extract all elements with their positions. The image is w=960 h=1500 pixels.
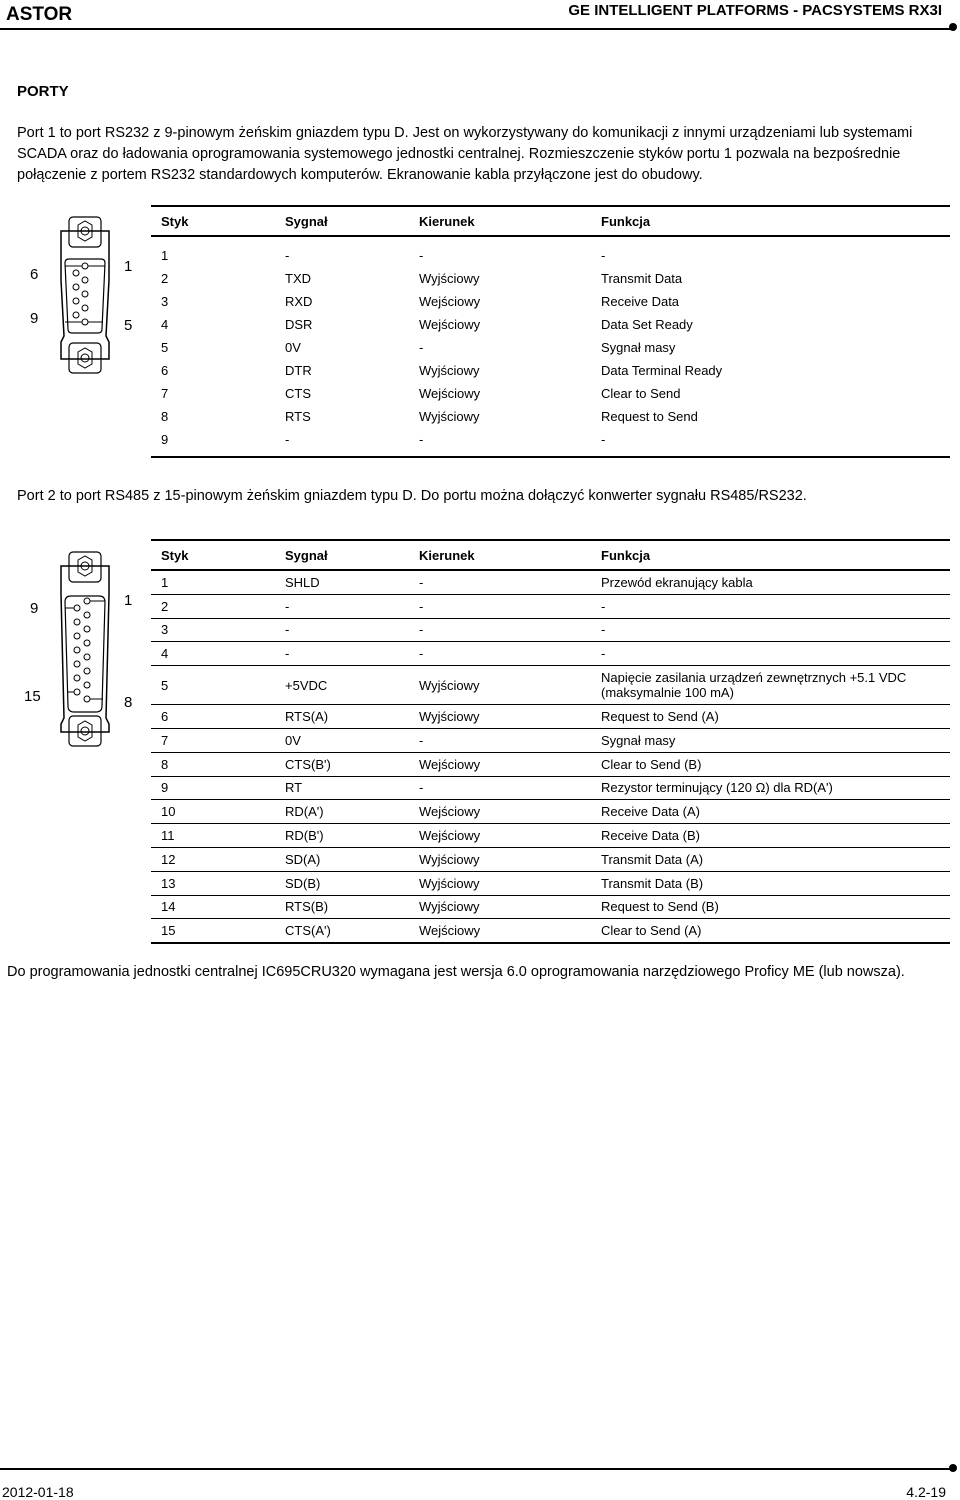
cell-function: Clear to Send (A) <box>601 923 702 939</box>
cell-direction: Wejściowy <box>419 804 481 820</box>
db9-label-9: 9 <box>30 310 39 327</box>
cell-pin: 2 <box>161 271 169 286</box>
column-header-signal: Sygnał <box>285 547 328 563</box>
table-row <box>151 666 950 705</box>
cell-pin: 7 <box>161 732 169 748</box>
cell-signal: SD(A) <box>285 851 321 867</box>
cell-direction: Wejściowy <box>419 317 481 332</box>
column-header-function: Funkcja <box>601 547 651 563</box>
rs232-pinout-table <box>151 205 950 458</box>
cell-function: - <box>601 646 606 662</box>
table-row <box>151 290 950 313</box>
db9-label-6: 6 <box>30 266 39 283</box>
table-row <box>151 428 950 457</box>
cell-function: Receive Data (A) <box>601 804 700 820</box>
table-row <box>151 752 950 776</box>
table-row <box>151 570 950 594</box>
cell-function-line2: (maksymalnie 100 mA) <box>601 685 734 701</box>
db15-label-8: 8 <box>124 694 133 711</box>
db15-label-9: 9 <box>30 600 39 617</box>
rs485-pinout-table <box>151 539 950 944</box>
cell-function: Data Set Ready <box>601 317 693 332</box>
cell-signal: - <box>285 432 290 447</box>
cell-signal: DSR <box>285 317 313 332</box>
table-row <box>151 871 950 895</box>
cell-pin: 8 <box>161 756 169 772</box>
document-title: GE INTELLIGENT PLATFORMS - PACSYSTEMS RX3I <box>568 2 942 19</box>
cell-pin: 7 <box>161 386 169 401</box>
cell-pin: 4 <box>161 317 169 332</box>
programming-note: Do programowania jednostki centralnej IC695CRU320 wymagana jest wersja 6.0 oprogramowania narzędziowego Proficy ME (lub nowsza). <box>7 964 905 980</box>
cell-direction: - <box>419 732 424 748</box>
cell-signal: 0V <box>285 340 301 355</box>
cell-signal: - <box>285 248 290 263</box>
cell-signal: - <box>285 598 290 614</box>
cell-pin: 6 <box>161 363 169 378</box>
cell-pin: 12 <box>161 851 176 867</box>
footer-date: 2012-01-18 <box>2 1484 74 1500</box>
cell-direction: Wyjściowy <box>419 709 480 725</box>
cell-pin: 1 <box>161 248 169 263</box>
column-header-signal: Sygnał <box>285 213 328 229</box>
section-title: PORTY <box>17 83 69 100</box>
table-row <box>151 594 950 618</box>
cell-direction: - <box>419 646 424 662</box>
port2-paragraph: Port 2 to port RS485 z 15-pinowym żeńskim gniazdem typu D. Do portu można dołączyć konwerter sygnału RS485/RS232. <box>17 488 807 504</box>
cell-signal: - <box>285 646 290 662</box>
footer-rule-dot <box>949 1464 957 1472</box>
cell-function: Clear to Send <box>601 386 681 401</box>
column-header-pin: Styk <box>161 213 189 229</box>
footer-rule <box>0 1468 951 1470</box>
table-row <box>151 776 950 800</box>
cell-direction: Wyjściowy <box>419 851 480 867</box>
table-row <box>151 382 950 405</box>
cell-function-line1: Napięcie zasilania urządzeń zewnętrznych +5.1 VDC <box>601 670 907 686</box>
table-row <box>151 919 950 943</box>
cell-pin: 13 <box>161 875 176 891</box>
cell-function <box>601 666 950 705</box>
table-row <box>151 642 950 666</box>
table-row <box>151 800 950 824</box>
cell-pin: 4 <box>161 646 169 662</box>
cell-pin: 6 <box>161 709 169 725</box>
column-header-direction: Kierunek <box>419 547 475 563</box>
cell-pin: 3 <box>161 622 169 638</box>
cell-direction: Wyjściowy <box>419 363 480 378</box>
cell-direction: - <box>419 574 424 590</box>
cell-function: Receive Data <box>601 294 680 309</box>
cell-function: Transmit Data (B) <box>601 875 704 891</box>
cell-direction: Wejściowy <box>419 386 481 401</box>
cell-direction: Wejściowy <box>419 756 481 772</box>
cell-pin: 1 <box>161 574 169 590</box>
db15-label-1: 1 <box>124 592 133 609</box>
table-header-row <box>151 540 950 570</box>
cell-function: Transmit Data <box>601 271 683 286</box>
cell-pin: 2 <box>161 598 169 614</box>
cell-signal: RT <box>285 780 303 796</box>
cell-pin: 9 <box>161 432 169 447</box>
cell-function: Przewód ekranujący kabla <box>601 574 753 590</box>
table-row <box>151 336 950 359</box>
cell-pin: 9 <box>161 780 169 796</box>
table-row <box>151 405 950 428</box>
cell-signal: TXD <box>285 271 311 286</box>
cell-direction: Wejściowy <box>419 294 481 309</box>
cell-pin: 5 <box>161 677 169 693</box>
cell-signal: RTS(B) <box>285 899 329 915</box>
table-row <box>151 705 950 729</box>
cell-signal: RXD <box>285 294 313 309</box>
footer-page-number: 4.2-19 <box>906 1484 946 1500</box>
cell-direction: Wejściowy <box>419 923 481 939</box>
cell-direction: Wyjściowy <box>419 899 480 915</box>
cell-pin: 10 <box>161 804 176 820</box>
cell-function: Transmit Data (A) <box>601 851 704 867</box>
column-header-direction: Kierunek <box>419 213 475 229</box>
table-row <box>151 847 950 871</box>
cell-function: Sygnał masy <box>601 732 676 748</box>
cell-direction: Wyjściowy <box>419 271 480 286</box>
cell-pin: 3 <box>161 294 169 309</box>
cell-signal: RTS(A) <box>285 709 329 725</box>
cell-signal: CTS <box>285 386 311 401</box>
cell-signal: RTS <box>285 409 311 424</box>
table-header-row <box>151 206 950 236</box>
column-header-function: Funkcja <box>601 213 651 229</box>
table-row <box>151 359 950 382</box>
cell-direction: - <box>419 622 424 638</box>
cell-signal: SHLD <box>285 574 320 590</box>
header-rule <box>0 28 951 30</box>
cell-function: Sygnał masy <box>601 340 676 355</box>
db9-label-1: 1 <box>124 258 133 275</box>
table-row <box>151 267 950 290</box>
db9-label-5: 5 <box>124 317 133 334</box>
cell-function: Rezystor terminujący (120 Ω) dla RD(A') <box>601 780 833 796</box>
table-row <box>151 728 950 752</box>
cell-signal: 0V <box>285 732 301 748</box>
cell-direction: - <box>419 340 424 355</box>
table-row <box>151 824 950 848</box>
cell-function: Request to Send <box>601 409 698 424</box>
cell-pin: 14 <box>161 899 176 915</box>
db15-label-15: 15 <box>24 688 41 705</box>
cell-function: Clear to Send (B) <box>601 756 702 772</box>
cell-direction: - <box>419 780 424 796</box>
column-header-pin: Styk <box>161 547 189 563</box>
header-rule-dot <box>949 23 957 31</box>
intro-paragraph: Port 1 to port RS232 z 9-pinowym żeńskim gniazdem typu D. Jest on wykorzystywany do komunikacji z innymi urządzeniami lub systemami SCADA oraz do ładowania oprogramowania systemowego jednostki centralnej. Rozmieszczenie styków portu 1 pozwala na bezpośrednie połączenie z portem RS232 standardowych komputerów. Ekranowanie kabla przyłączone jest do obudowy. <box>17 125 913 183</box>
cell-function: - <box>601 432 606 447</box>
cell-function: - <box>601 248 606 263</box>
table-row <box>151 618 950 642</box>
cell-direction: Wyjściowy <box>419 875 480 891</box>
cell-direction: - <box>419 248 424 263</box>
db9-connector-diagram <box>55 215 115 375</box>
table-row <box>151 313 950 336</box>
cell-signal: CTS(B') <box>285 756 331 772</box>
cell-pin: 5 <box>161 340 169 355</box>
cell-direction: Wyjściowy <box>419 677 480 693</box>
table-row <box>151 895 950 919</box>
cell-signal: DTR <box>285 363 312 378</box>
cell-function: Receive Data (B) <box>601 828 700 844</box>
cell-pin: 15 <box>161 923 176 939</box>
db15-connector-diagram <box>55 550 115 750</box>
cell-function: - <box>601 622 606 638</box>
table-row <box>151 236 950 267</box>
cell-direction: - <box>419 598 424 614</box>
cell-function: Request to Send (B) <box>601 899 719 915</box>
cell-direction: Wejściowy <box>419 828 481 844</box>
cell-signal: RD(A') <box>285 804 324 820</box>
cell-pin: 11 <box>161 828 175 844</box>
cell-signal: CTS(A') <box>285 923 331 939</box>
brand-name: ASTOR <box>6 4 73 25</box>
cell-pin: 8 <box>161 409 169 424</box>
cell-direction: Wyjściowy <box>419 409 480 424</box>
cell-function: Request to Send (A) <box>601 709 719 725</box>
cell-direction: - <box>419 432 424 447</box>
cell-signal: +5VDC <box>285 677 328 693</box>
cell-signal: SD(B) <box>285 875 321 891</box>
cell-function: Data Terminal Ready <box>601 363 723 378</box>
cell-signal: - <box>285 622 290 638</box>
cell-signal: RD(B') <box>285 828 324 844</box>
cell-function: - <box>601 598 606 614</box>
